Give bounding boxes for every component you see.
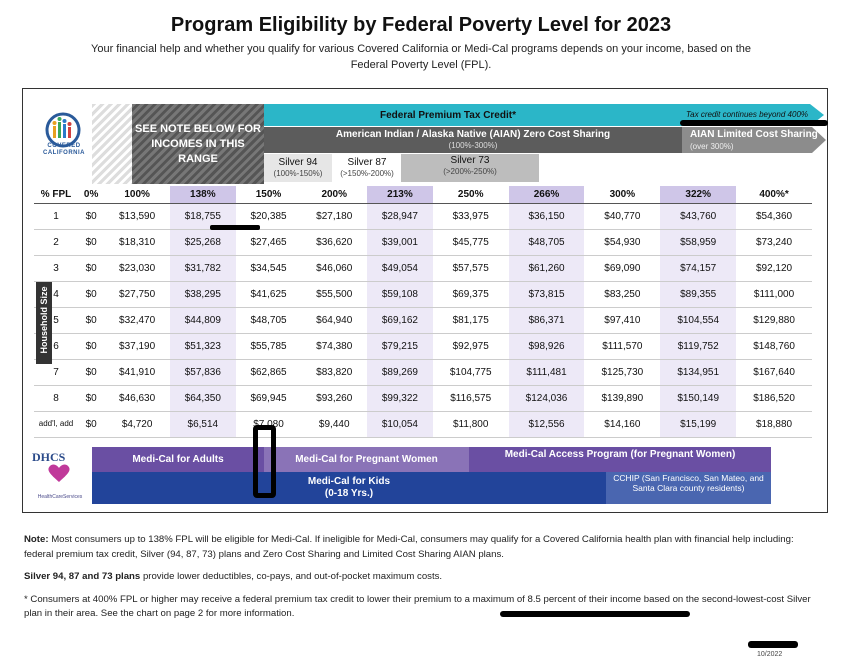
income-cell: $79,215 [367,333,433,359]
income-cell: $92,120 [736,255,812,281]
notes-section [24,533,824,630]
income-cell: $18,880 [736,411,812,437]
income-cell: $73,240 [736,229,812,255]
medi-cal-pregnant-bar: Medi-Cal for Pregnant Women [264,447,469,472]
note-paragraph: Note: Most consumers up to 138% FPL will be eligible for Medi-Cal. If ineligible for Medi-Cal, consumers may qualify for a Covered California health plan with financial help including: federal premium tax credit, Silver (94, 87, 73) plans and Zero Cost Sharing and Limited Cost Sharing AIAN plans. [24,534,794,560]
table-row [34,333,812,359]
income-cell: $7,080 [236,411,302,437]
tax-credit-continues-label: Tax credit continues beyond 400% [686,110,809,119]
income-cell: $4,720 [104,411,170,437]
income-cell: $57,575 [433,255,509,281]
silver-paragraph: Silver 94, 87 and 73 plans provide lower deductibles, co-pays, and out-of-pocket maximum costs. [24,571,443,582]
income-cell: $139,890 [584,385,660,411]
silver-94-band: Silver 94 (100%-150%) [264,154,332,182]
income-cell: $58,959 [660,229,736,255]
column-header: % FPL [34,186,78,203]
aian-limited-range: (over 300%) [690,142,734,151]
income-cell: $18,755 [170,203,236,229]
income-cell: $32,470 [104,307,170,333]
income-cell: $74,157 [660,255,736,281]
column-header: 100% [104,186,170,203]
income-cell: $54,930 [584,229,660,255]
page-title: Program Eligibility by Federal Poverty Level for 2023 [170,14,672,36]
income-cell: $83,820 [301,359,367,385]
income-cell: $36,620 [301,229,367,255]
column-header: 266% [509,186,585,203]
household-size-cell: 1 [34,203,78,229]
income-cell: $46,630 [104,385,170,411]
income-cell: $39,001 [367,229,433,255]
logo-text: COVERED CALIFORNIA [43,143,85,156]
medi-cal-access-bar: Medi-Cal Access Program (for Pregnant Women) [469,447,771,472]
cchip-bar: CCHIP (San Francisco, San Mateo, and Santa Clara county residents) [606,472,771,504]
income-cell: $34,545 [236,255,302,281]
income-cell: $38,295 [170,281,236,307]
income-cell: $64,940 [301,307,367,333]
income-cell: $27,465 [236,229,302,255]
income-cell: $69,375 [433,281,509,307]
income-cell: $69,945 [236,385,302,411]
table-row [34,307,812,333]
income-cell: $0 [78,359,104,385]
income-cell: $48,705 [509,229,585,255]
table-row [34,359,812,385]
income-cell: $93,260 [301,385,367,411]
income-cell: $27,180 [301,203,367,229]
income-cell: $57,836 [170,359,236,385]
medi-cal-adults-bar: Medi-Cal for Adults [92,447,264,472]
income-cell: $111,000 [736,281,812,307]
income-cell: $150,149 [660,385,736,411]
income-cell: $74,380 [301,333,367,359]
column-header: 213% [367,186,433,203]
household-size-cell: 2 [34,229,78,255]
income-cell: $31,782 [170,255,236,281]
redaction-mark [680,120,828,126]
income-cell: $10,054 [367,411,433,437]
income-cell: $14,160 [584,411,660,437]
income-cell: $69,162 [367,307,433,333]
income-cell: $0 [78,333,104,359]
income-cell: $64,350 [170,385,236,411]
income-cell: $40,770 [584,203,660,229]
household-size-cell: add'l, add [34,411,78,437]
premium-tax-credit-label: Federal Premium Tax Credit* [380,110,516,121]
household-size-cell: 5 [34,307,78,333]
dhcs-subtitle: HealthCareServices [37,494,83,500]
aian-zero-cost-label: American Indian / Alaska Native (AIAN) Zero Cost Sharing [335,129,611,140]
column-header: 300% [584,186,660,203]
silver-87-band: Silver 87 (>150%-200%) [334,154,400,182]
income-cell: $9,440 [301,411,367,437]
income-cell: $43,760 [660,203,736,229]
income-cell: $89,269 [367,359,433,385]
household-size-cell: 7 [34,359,78,385]
income-cell: $36,150 [509,203,585,229]
income-cell: $12,556 [509,411,585,437]
medi-cal-kids-bar: Medi-Cal for Kids (0-18 Yrs.) [92,472,606,504]
income-cell: $98,926 [509,333,585,359]
income-cell: $61,260 [509,255,585,281]
income-cell: $41,910 [104,359,170,385]
aian-limited-label: AIAN Limited Cost Sharing [690,129,818,140]
income-cell: $73,815 [509,281,585,307]
income-cell: $6,514 [170,411,236,437]
income-cell: $28,947 [367,203,433,229]
income-cell: $119,752 [660,333,736,359]
income-cell: $27,750 [104,281,170,307]
income-cell: $62,865 [236,359,302,385]
page-subtitle: Your financial help and whether you qualify for various Covered California or Medi-Cal programs depends on your income, based on the Federal Poverty Level (FPL). [91,43,751,71]
income-cell: $104,775 [433,359,509,385]
income-cell: $59,108 [367,281,433,307]
column-header: 322% [660,186,736,203]
income-cell: $81,175 [433,307,509,333]
income-cell: $48,705 [236,307,302,333]
household-size-cell: 8 [34,385,78,411]
income-cell: $55,785 [236,333,302,359]
income-cell: $23,030 [104,255,170,281]
income-cell: $15,199 [660,411,736,437]
household-size-cell: 4 [34,281,78,307]
revision-date: 10/2022 [757,651,783,658]
income-cell: $99,322 [367,385,433,411]
income-cell: $0 [78,411,104,437]
income-cell: $20,385 [236,203,302,229]
income-cell: $125,730 [584,359,660,385]
income-cell: $83,250 [584,281,660,307]
fpl-income-table [34,186,812,438]
redaction-box [253,425,276,498]
column-header: 400%* [736,186,812,203]
income-cell: $0 [78,281,104,307]
income-cell: $55,500 [301,281,367,307]
income-cell: $111,570 [584,333,660,359]
income-cell: $25,268 [170,229,236,255]
redaction-mark [500,611,690,617]
table-row [34,281,812,307]
income-cell: $0 [78,385,104,411]
income-cell: $129,880 [736,307,812,333]
aian-zero-cost-range: (100%-300%) [448,141,498,150]
income-cell: $33,975 [433,203,509,229]
income-cell: $124,036 [509,385,585,411]
income-cell: $18,310 [104,229,170,255]
column-header: 250% [433,186,509,203]
dhcs-name: DHCS [32,450,66,464]
column-header: 150% [236,186,302,203]
income-cell: $167,640 [736,359,812,385]
income-cell: $45,775 [433,229,509,255]
table-row [34,255,812,281]
income-cell: $0 [78,203,104,229]
income-cell: $11,800 [433,411,509,437]
income-cell: $44,809 [170,307,236,333]
household-size-cell: 3 [34,255,78,281]
household-size-label: Household Size [36,282,52,364]
column-header: 0% [78,186,104,203]
income-cell: $46,060 [301,255,367,281]
note-range-box: SEE NOTE BELOW FOR INCOMES IN THIS RANGE [132,104,264,184]
income-cell: $0 [78,229,104,255]
column-header: 138% [170,186,236,203]
table-row [34,411,812,437]
column-header: 200% [301,186,367,203]
income-cell: $111,481 [509,359,585,385]
income-cell: $104,554 [660,307,736,333]
table-row [34,229,812,255]
income-cell: $54,360 [736,203,812,229]
redaction-mark [748,641,798,648]
income-cell: $134,951 [660,359,736,385]
income-cell: $41,625 [236,281,302,307]
income-cell: $13,590 [104,203,170,229]
income-cell: $92,975 [433,333,509,359]
income-cell: $86,371 [509,307,585,333]
household-size-cell: 6 [34,333,78,359]
income-cell: $51,323 [170,333,236,359]
income-cell: $97,410 [584,307,660,333]
income-cell: $37,190 [104,333,170,359]
silver-73-band: Silver 73 (>200%-250%) [401,154,539,182]
income-cell: $0 [78,255,104,281]
footnote: * Consumers at 400% FPL or higher may receive a federal premium tax credit to lower their premium to a maximum of 8.5 percent of their income based on the second-lowest-cost Silver plan in their area. See the chart on page 2 for more information. [24,593,811,619]
income-cell: $148,760 [736,333,812,359]
redaction-mark [210,225,260,230]
income-cell: $49,054 [367,255,433,281]
table-row [34,203,812,229]
table-row [34,385,812,411]
hatched-area [92,104,132,184]
income-cell: $89,355 [660,281,736,307]
income-cell: $0 [78,307,104,333]
income-cell: $69,090 [584,255,660,281]
income-cell: $186,520 [736,385,812,411]
income-cell: $116,575 [433,385,509,411]
